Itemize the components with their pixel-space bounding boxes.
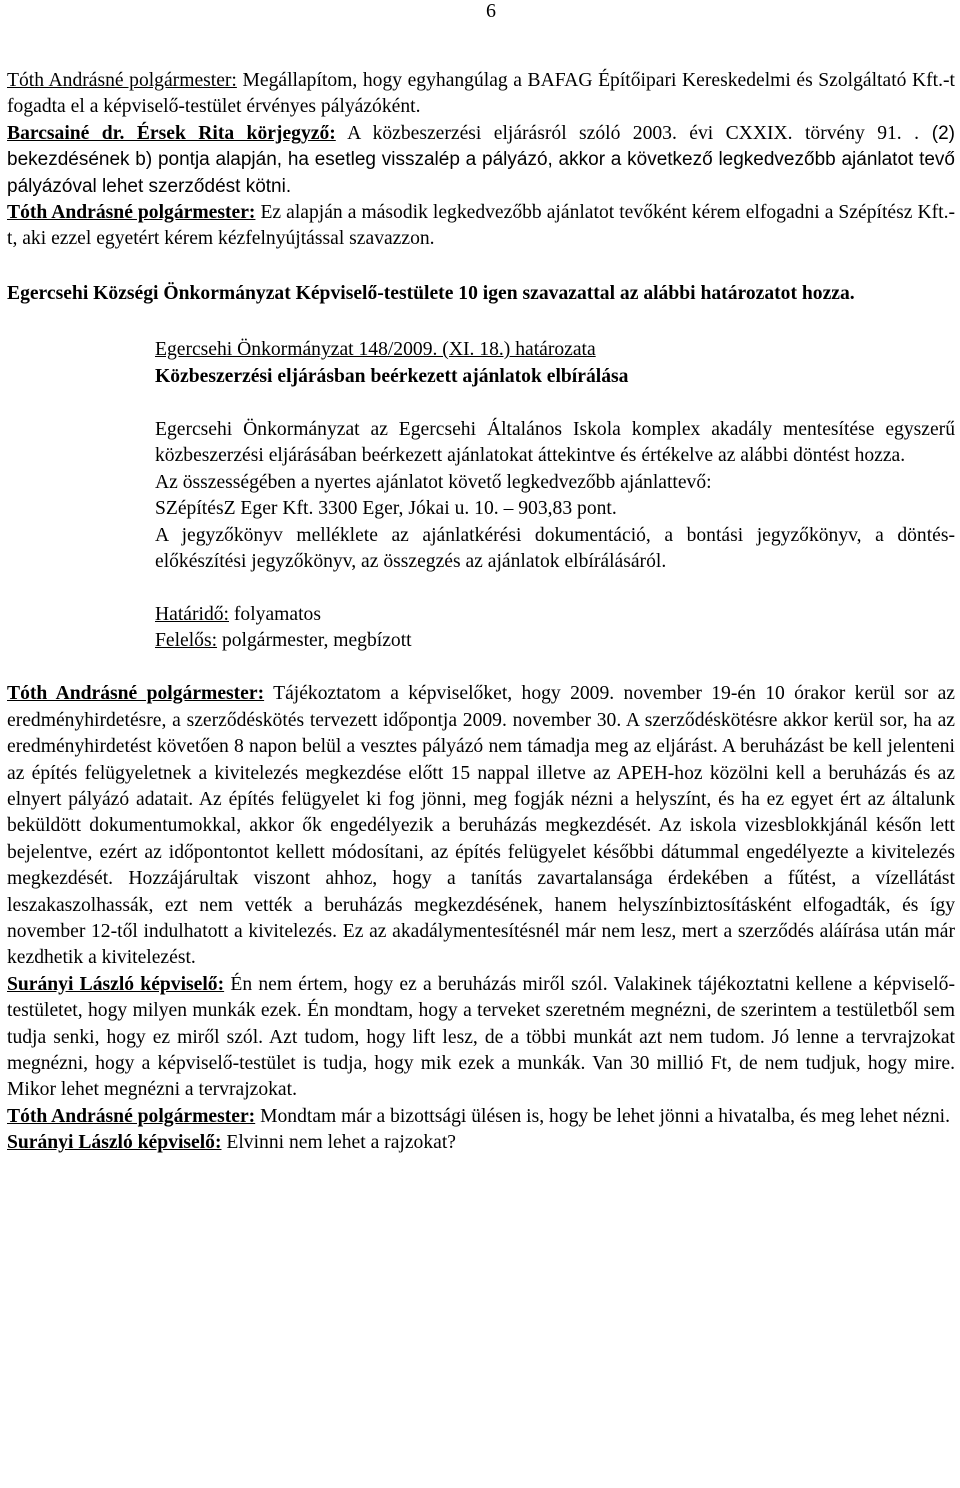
vote-statement: Egercsehi Községi Önkormányzat Képviselő-testülete 10 igen szavazattal az alábbi határozatot hozza. [7, 282, 855, 304]
resolution-block [155, 337, 955, 654]
resolution-responsible: Felelős: polgármester, megbízott [155, 629, 412, 651]
paragraph-mayor-request: Tóth Andrásné polgármester: Ez alapján a második legkedvezőbb ajánlatot tevőként kérem elfogadni a Szépítész Kft.-t, aki ezzel egyetért kérem kézfelnyújtással szavazzon. [7, 202, 955, 250]
resolution-subject: Közbeszerzési eljárásban beérkezett ajánlatok elbírálása [155, 365, 629, 387]
paragraph-councillor-followup: Surányi László képviselő: Elvinni nem lehet a rajzokat? [7, 1132, 456, 1154]
speaker-label: Surányi László képviselő: [7, 973, 225, 995]
paragraph-notary-statement: Barcsainé dr. Érsek Rita körjegyző: A közbeszerzési eljárásról szóló 2003. évi CXXIX. törvény 91. . (2) bekezdésének b) pontja alapján, ha esetleg visszalép a pályázó, akkor a következő legkedvezőbb ajánlatot tevő pályázóval lehet szerződést kötni. [7, 122, 955, 197]
speaker-label: Tóth Andrásné polgármester: [7, 1105, 256, 1127]
resolution-number: Egercsehi Önkormányzat 148/2009. (XI. 18.) határozata [155, 339, 596, 361]
resolution-winner-line: Az összességében a nyertes ajánlatot követő legkedvezőbb ajánlattevő: [155, 471, 712, 493]
speaker-label: Surányi László képviselő: [7, 1132, 222, 1154]
resolution-body: Egercsehi Önkormányzat az Egercsehi Általános Iskola komplex akadály mentesítése egyszerű közbeszerzési eljárásában beérkezett ajánlatokat áttekintve és értékelve az alábbi döntést hozza. [155, 419, 955, 467]
speaker-label: Barcsainé dr. Érsek Rita körjegyző: [7, 122, 336, 144]
speaker-label: Tóth Andrásné polgármester: [7, 202, 256, 224]
page-number: 6 [486, 0, 496, 22]
paragraph-councillor-question: Surányi László képviselő: Én nem értem, hogy ez a beruházás miről szól. Valakinek tájékoztatni kellene a képviselő-testületet, hogy milyen munkák ezek. Én mondtam, hogy a terveket szeretném megnézni, de szerintem a testületből sem tudja senki, hogy ez miről szól. Azt tudom, hogy lift lesz, de a többi munkát azt nem tudom. Jó lenne a tervrajzokat megnézni, hogy a képviselő-testület is tudja, hogy mik ezek a munkák. Van 30 millió Ft, de nem tudjuk, hogy mire. Mikor lehet megnézni a tervrajzokat. [7, 973, 955, 1101]
resolution-winner-details: SZépítésZ Eger Kft. 3300 Eger, Jókai u. 10. – 903,83 pont. [155, 498, 617, 520]
paragraph-mayor-answer: Tóth Andrásné polgármester: Mondtam már a bizottsági ülésen is, hogy be lehet jönni a hivatalba, és meg lehet nézni. [7, 1105, 951, 1127]
resolution-deadline: Határidő: folyamatos [155, 603, 321, 625]
speaker-label: Tóth Andrásné polgármester: [7, 683, 265, 705]
paragraph-mayor-statement: Tóth Andrásné polgármester: Megállapítom, hogy egyhangúlag a BAFAG Építőipari Kereskedelmi és Szolgáltató Kft.-t fogadta el a képviselő-testület érvényes pályázóként. [7, 70, 955, 118]
resolution-attachments: A jegyzőkönyv melléklete az ajánlatkérési dokumentáció, a bontási jegyzőkönyv, a döntés-előkészítési jegyzőkönyv, az összegzés az ajánlatok elbírálásáról. [155, 524, 955, 573]
document-body [7, 68, 955, 1157]
speaker-label: Tóth Andrásné polgármester: [7, 70, 237, 91]
paragraph-mayor-information: Tóth Andrásné polgármester: Tájékoztatom a képviselőket, hogy 2009. november 19-én 10 órakor kerül sor az eredményhirdetésre, a szerződéskötés tervezett időpontja 2009. november 30. A szerződéskötésre akkor kerül sor, ha az eredményhirdetést követően 8 napon belül a vesztes pályázó nem támadja meg az eljárást. A beruházást be kell jelenteni az építés felügyeletnek a kivitelezés megkezdése előtt 15 nappal illetve az APEH-hoz közölni kell a beruházás és az elnyert pályázó adatait. Az építés felügyelet ki fog jönni, meg fogják nézni a helyszínt, és ha ez egyet ért az általunk beküldött dokumentumokkal, akkor ők engedélyezik a beruházás megkezdését. Az iskola vizesblokkjánál későn lett bejelentve, ezért az időpontontot kellett módosítani, az építés felügyelet későbbi dátummal engedélyezte a kivitelezés megkezdését. Hozzájárultak viszont ahhoz, hogy a tanítás zavartalansága érdekében a fűtést, a vízellátást leszakaszolhassák, ezt nem vették a beruházás megkezdésének, hanem helyszínbiztosításként elfogadták, és így november 12-től indulhatott a kivitelezés. Ez az akadálymentesítésnél már nem lesz, mert a szerződés aláírása után már kezdhetik a kivitelezést. [7, 683, 955, 969]
